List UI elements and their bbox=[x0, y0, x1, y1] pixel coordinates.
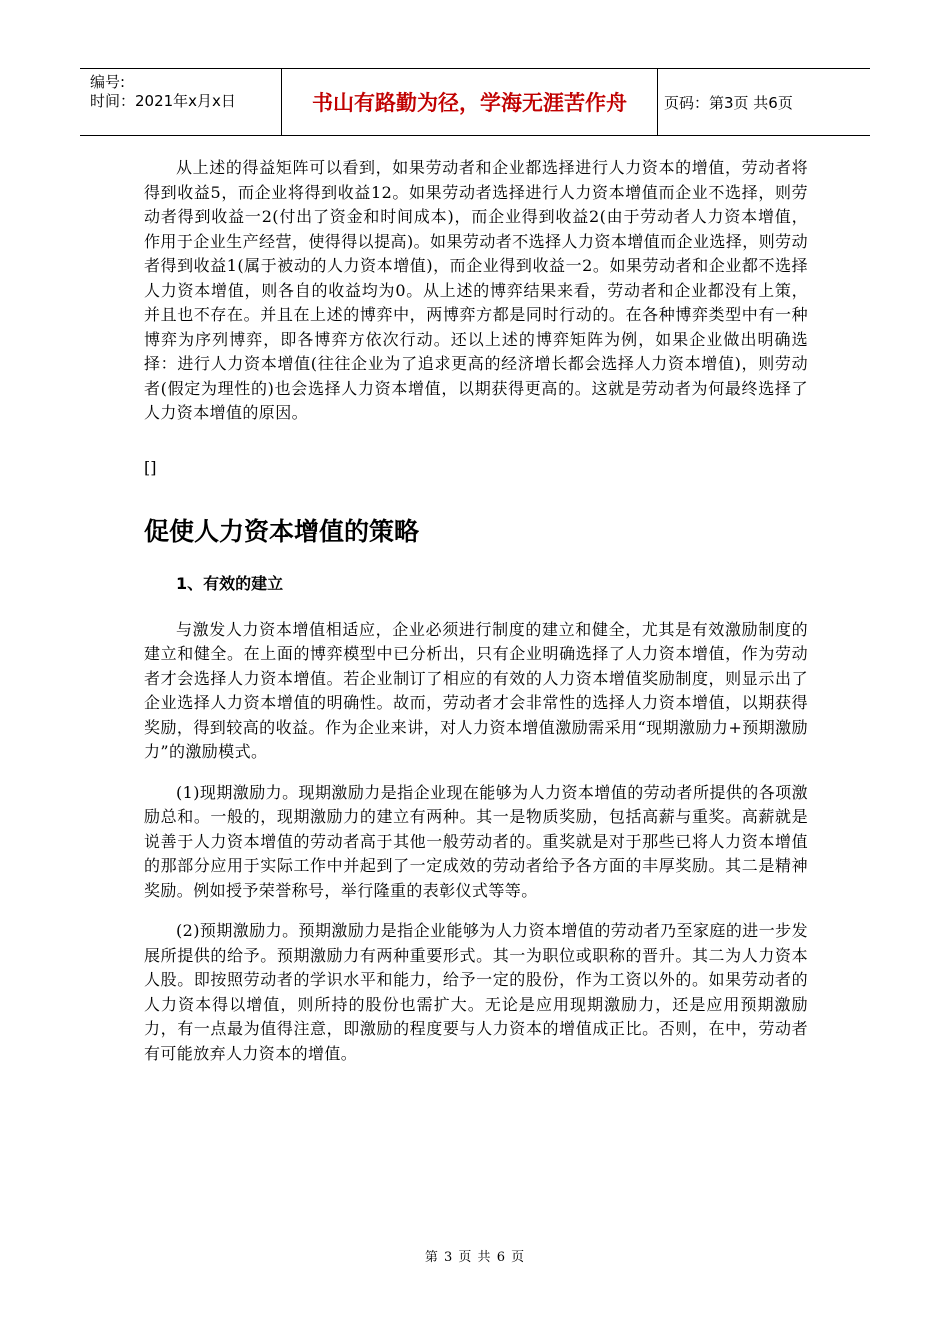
header-motto: 书山有路勤为径，学海无涯苦作舟 bbox=[282, 69, 658, 135]
section-heading: 促使人力资本增值的策略 bbox=[144, 516, 420, 546]
document-body bbox=[144, 156, 808, 1066]
paragraph: (1)现期激励力。现期激励力是指企业现在能够为人力资本增值的劳动者所提供的各项激励总和。一般的，现期激励力的建立有两种。其一是物质奖励，包括高薪与重奖。高薪就是说善于人力资本增值的劳动者高于其他一般劳动者的。重奖就是对于那些已将人力资本增值的那部分应用于实际工作中并起到了一定成效的劳动者给予各方面的丰厚奖励。其二是精神奖励。例如授予荣誉称号，举行隆重的表彰仪式等等。 bbox=[144, 782, 808, 900]
document-number-label: 编号: bbox=[90, 73, 126, 91]
page-footer: 第 3 页 共 6 页 bbox=[424, 1250, 526, 1265]
document-time-label: 时间：2021年x月x日 bbox=[90, 92, 236, 110]
header-page-number: 页码：第3页 共6页 bbox=[664, 93, 793, 112]
subsection-heading: 1、有效的建立 bbox=[176, 573, 284, 593]
paragraph: (2)预期激励力。预期激励力是指企业能够为人力资本增值的劳动者乃至家庭的进一步发展所提供的给予。预期激励力有两种重要形式。其一为职位或职称的晋升。其二为人力资本人股。即按照劳动者的学识水平和能力，给予一定的股份，作为工资以外的。如果劳动者的人力资本得以增值，则所持的股份也需扩大。无论是应用现期激励力，还是应用预期激励力，有一点最为值得注意，即激励的程度要与人力资本的增值成正比。否则，在中，劳动者有可能放弃人力资本的增值。 bbox=[144, 921, 808, 1063]
page-header bbox=[80, 68, 870, 136]
paragraph: 与激发人力资本增值相适应，企业必须进行制度的建立和健全，尤其是有效激励制度的建立和健全。在上面的博弈模型中已分析出，只有企业明确选择了人力资本增值，作为劳动者才会选择人力资本增值。若企业制订了相应的有效的人力资本增值奖励制度，则显示出了企业选择人力资本增值的明确性。故而，劳动者才会非常性的选择人力资本增值，以期获得奖励，得到较高的收益。作为企业来讲，对人力资本增值激励需采用“现期激励力+预期激励力”的激励模式。 bbox=[144, 619, 808, 761]
reference-brackets: [] bbox=[144, 457, 157, 477]
paragraph: 从上述的得益矩阵可以看到，如果劳动者和企业都选择进行人力资本的增值，劳动者将得到收益5，而企业将得到收益12。如果劳动者选择进行人力资本增值而企业不选择，则劳动者得到收益一2(付出了资金和时间成本)，而企业得到收益2(由于劳动者人力资本增值，作用于企业生产经营，使得得以提高)。如果劳动者不选择人力资本增值而企业选择，则劳动者得到收益1(属于被动的人力资本增值)，而企业得到收益一2。如果劳动者和企业都不选择人力资本增值，则各自的收益均为0。从上述的博弈结果来看，劳动者和企业都没有上策，并且也不存在。并且在上述的博弈中，两博弈方都是同时行动的。在各种博弈类型中有一种博弈为序列博弈，即各博弈方依次行动。还以上述的博弈矩阵为例，如果企业做出明确选择：进行人力资本增值(往往企业为了追求更高的经济增长都会选择人力资本增值)，则劳动者(假定为理性的)也会选择人力资本增值，以期获得更高的。这就是劳动者为何最终选择了人力资本增值的原因。 bbox=[144, 158, 808, 422]
header-meta bbox=[80, 69, 282, 135]
